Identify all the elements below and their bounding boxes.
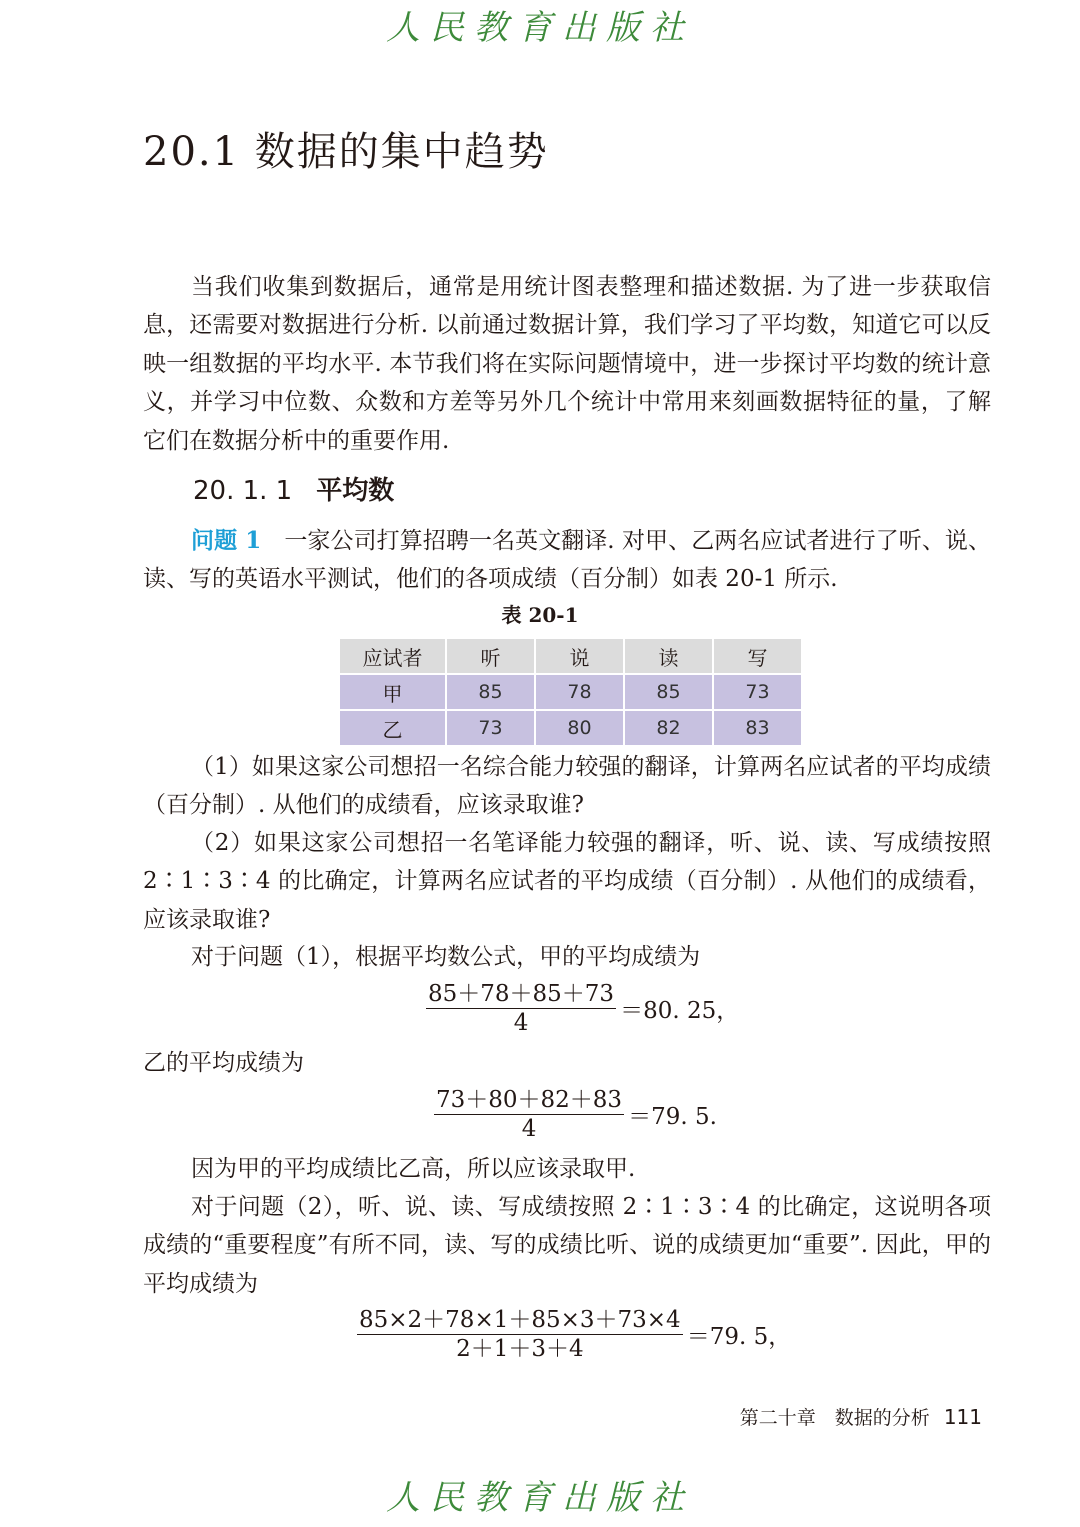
answer-2-text: 对于问题（2），听、说、读、写成绩按照 2∶1∶3∶4 的比确定，这说明各项成绩的“重要程度”有所不同，读、写的成绩比听、说的成绩更加“重要”. 因此，甲的平均成绩为 — [143, 1194, 991, 1297]
formula-result: ＝79. 5. — [628, 1104, 717, 1130]
table-header-cell: 听 — [446, 638, 535, 674]
answer-1-yi: 乙的平均成绩为 — [143, 1050, 304, 1076]
subsection-number: 20. 1. 1 — [193, 476, 293, 506]
intro-paragraph: 当我们收集到数据后，通常是用统计图表整理和描述数据. 为了进一步获取信息，还需要对数据进行分析. 以前通过数据计算，我们学习了平均数，知道它可以反映一组数据的平均水平. 本节我们将在实际问题情境中，进一步探讨平均数的统计意义，并学习中位数、众数和方差等另外几个统计中常用来刻画数据特征的量，了解它们在数据分析中的重要作用. — [143, 274, 991, 454]
question-1: （1）如果这家公司想招一名综合能力较强的翻译，计算两名应试者的平均成绩（百分制）. 从他们的成绩看，应该录取谁? — [143, 754, 991, 819]
page-footer — [740, 1403, 982, 1432]
formula-jia-average — [426, 980, 739, 1037]
publisher-logo-top: 人民教育出版社 — [386, 8, 694, 48]
formula-result: ＝79. 5， — [686, 1324, 792, 1350]
table-cell-name: 甲 — [339, 674, 446, 710]
publisher-logo-bottom: 人民教育出版社 — [386, 1478, 694, 1518]
table-cell: 73 — [446, 710, 535, 746]
section-title: 20.1 数据的集中趋势 — [143, 129, 549, 175]
problem-paragraph — [143, 522, 991, 599]
score-table — [338, 637, 803, 747]
table-cell: 80 — [535, 710, 624, 746]
table-row — [339, 710, 802, 746]
table-header-cell: 说 — [535, 638, 624, 674]
formula-numerator: 85＋78＋85＋73 — [428, 981, 615, 1007]
table-cell-name: 乙 — [339, 710, 446, 746]
footer-chapter: 第二十章 数据的分析 — [739, 1407, 930, 1429]
table-row — [339, 674, 802, 710]
table-header-cell: 读 — [624, 638, 713, 674]
problem-text: 一家公司打算招聘一名英文翻译. 对甲、乙两名应试者进行了听、说、读、写的英语水平测试，他们的各项成绩（百分制）如表 20-1 所示. — [143, 528, 992, 593]
table-header-cell: 应试者 — [339, 638, 446, 674]
table-caption: 表 20-1 — [501, 603, 579, 627]
table-header-row — [339, 638, 802, 674]
table-cell: 83 — [713, 710, 802, 746]
table-cell: 85 — [446, 674, 535, 710]
problem-label: 问题 1 — [191, 527, 262, 554]
subsection-heading — [193, 474, 394, 508]
formula-result: ＝80. 25， — [620, 998, 740, 1024]
table-cell: 78 — [535, 674, 624, 710]
table-header-cell: 写 — [713, 638, 802, 674]
question-2: （2）如果这家公司想招一名笔译能力较强的翻译，听、说、读、写成绩按照 2∶1∶3∶4 的比确定，计算两名应试者的平均成绩（百分制）. 从他们的成绩看，应该录取谁? — [143, 830, 991, 933]
table-cell: 73 — [713, 674, 802, 710]
formula-denominator: 4 — [521, 1116, 537, 1142]
answer-1-conclusion: 因为甲的平均成绩比乙高，所以应该录取甲. — [191, 1156, 636, 1182]
formula-denominator: 2＋1＋3＋4 — [456, 1336, 584, 1362]
formula-numerator: 73＋80＋82＋83 — [436, 1087, 623, 1113]
answer-1-intro: 对于问题（1），根据平均数公式，甲的平均成绩为 — [191, 944, 701, 970]
table-cell: 85 — [624, 674, 713, 710]
subsection-title: 平均数 — [316, 476, 395, 506]
formula-denominator: 4 — [513, 1010, 529, 1036]
formula-numerator: 85×2＋78×1＋85×3＋73×4 — [359, 1307, 681, 1333]
table-cell: 82 — [624, 710, 713, 746]
formula-jia-weighted — [357, 1306, 791, 1363]
page-number: 111 — [943, 1405, 982, 1429]
formula-yi-average — [434, 1086, 717, 1143]
